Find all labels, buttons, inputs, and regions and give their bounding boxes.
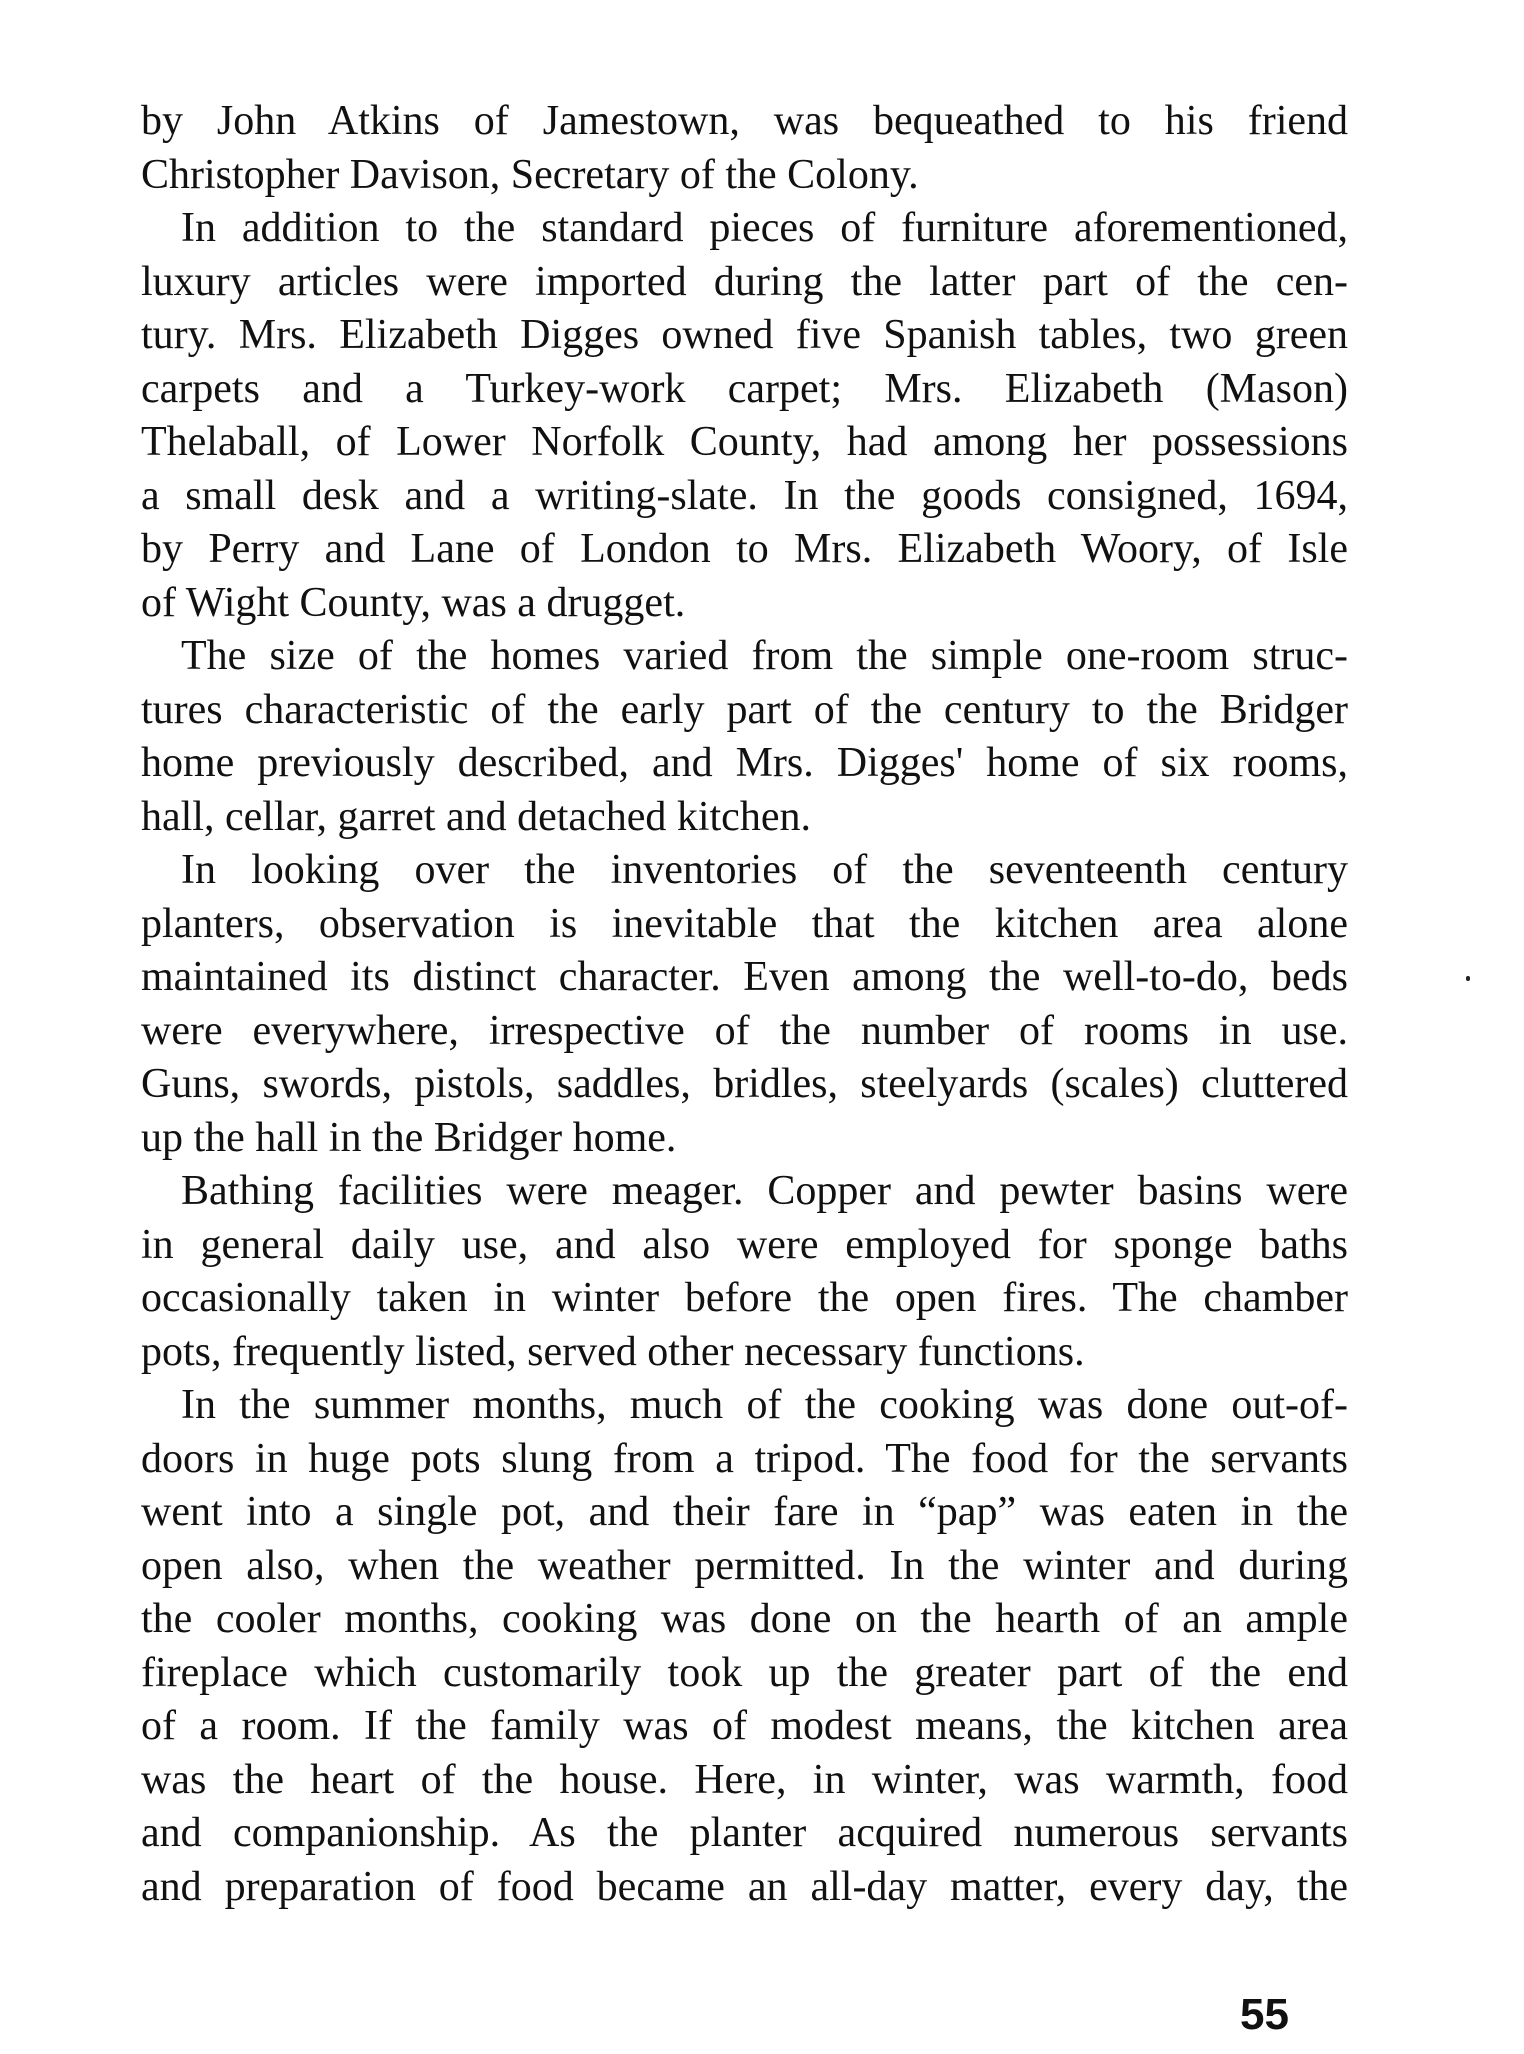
- text-line: Christopher Davison, Secretary of the Colony.: [141, 151, 919, 198]
- text-line: were everywhere, irrespective of the number of rooms in use.: [141, 1007, 1348, 1054]
- text-line: and companionship. As the planter acquired numerous servants: [141, 1810, 1348, 1856]
- text-line: hall, cellar, garret and detached kitchen.: [141, 793, 811, 840]
- text-line: pots, frequently listed, served other necessary functions.: [141, 1328, 1085, 1375]
- text-line: occasionally taken in winter before the open fires. The chamber: [141, 1275, 1348, 1321]
- text-line: up the hall in the Bridger home.: [141, 1114, 677, 1161]
- text-line: In the summer months, much of the cooking was done out-of-: [181, 1382, 1348, 1428]
- text-line: home previously described, and Mrs. Digges' home of six rooms,: [141, 740, 1348, 786]
- text-line: planters, observation is inevitable that the kitchen area alone: [141, 900, 1348, 947]
- text-line: Guns, swords, pistols, saddles, bridles, steelyards (scales) cluttered: [141, 1061, 1348, 1107]
- text-line: The size of the homes varied from the simple one-room struc-: [181, 633, 1348, 679]
- text-line: by John Atkins of Jamestown, was bequeathed to his friend: [141, 98, 1348, 144]
- text-line: maintained its distinct character. Even among the well-to-do, beds: [141, 954, 1348, 1000]
- text-line: in general daily use, and also were employed for sponge baths: [141, 1221, 1348, 1268]
- text-line: by Perry and Lane of London to Mrs. Elizabeth Woory, of Isle: [141, 526, 1348, 572]
- text-line: the cooler months, cooking was done on the hearth of an ample: [141, 1596, 1348, 1642]
- text-line: open also, when the weather permitted. In the winter and during: [141, 1542, 1348, 1589]
- body-text: [141, 95, 1348, 1914]
- text-line: In looking over the inventories of the seventeenth century: [181, 847, 1348, 893]
- text-line: carpets and a Turkey-work carpet; Mrs. Elizabeth (Mason): [141, 365, 1348, 412]
- text-line: Bathing facilities were meager. Copper and pewter basins were: [181, 1168, 1348, 1214]
- text-line: fireplace which customarily took up the greater part of the end: [141, 1649, 1348, 1696]
- scan-speck: [1466, 976, 1470, 981]
- text-line: luxury articles were imported during the latter part of the cen-: [141, 258, 1348, 305]
- text-line: and preparation of food became an all-day matter, every day, the: [141, 1863, 1348, 1910]
- text-line: a small desk and a writing-slate. In the goods consigned, 1694,: [141, 472, 1348, 519]
- page-number: 55: [1240, 1990, 1289, 2039]
- text-line: was the heart of the house. Here, in winter, was warmth, food: [141, 1756, 1348, 1803]
- text-line: doors in huge pots slung from a tripod. The food for the servants: [141, 1435, 1348, 1482]
- text-line: of a room. If the family was of modest means, the kitchen area: [141, 1703, 1348, 1749]
- text-line: tury. Mrs. Elizabeth Digges owned five Spanish tables, two green: [141, 312, 1348, 358]
- text-line: went into a single pot, and their fare in “pap” was eaten in the: [141, 1489, 1348, 1535]
- text-line: of Wight County, was a drugget.: [141, 579, 686, 626]
- text-line: Thelaball, of Lower Norfolk County, had among her possessions: [141, 419, 1348, 465]
- text-line: In addition to the standard pieces of furniture aforementioned,: [181, 205, 1348, 251]
- text-line: tures characteristic of the early part of the century to the Bridger: [141, 686, 1348, 733]
